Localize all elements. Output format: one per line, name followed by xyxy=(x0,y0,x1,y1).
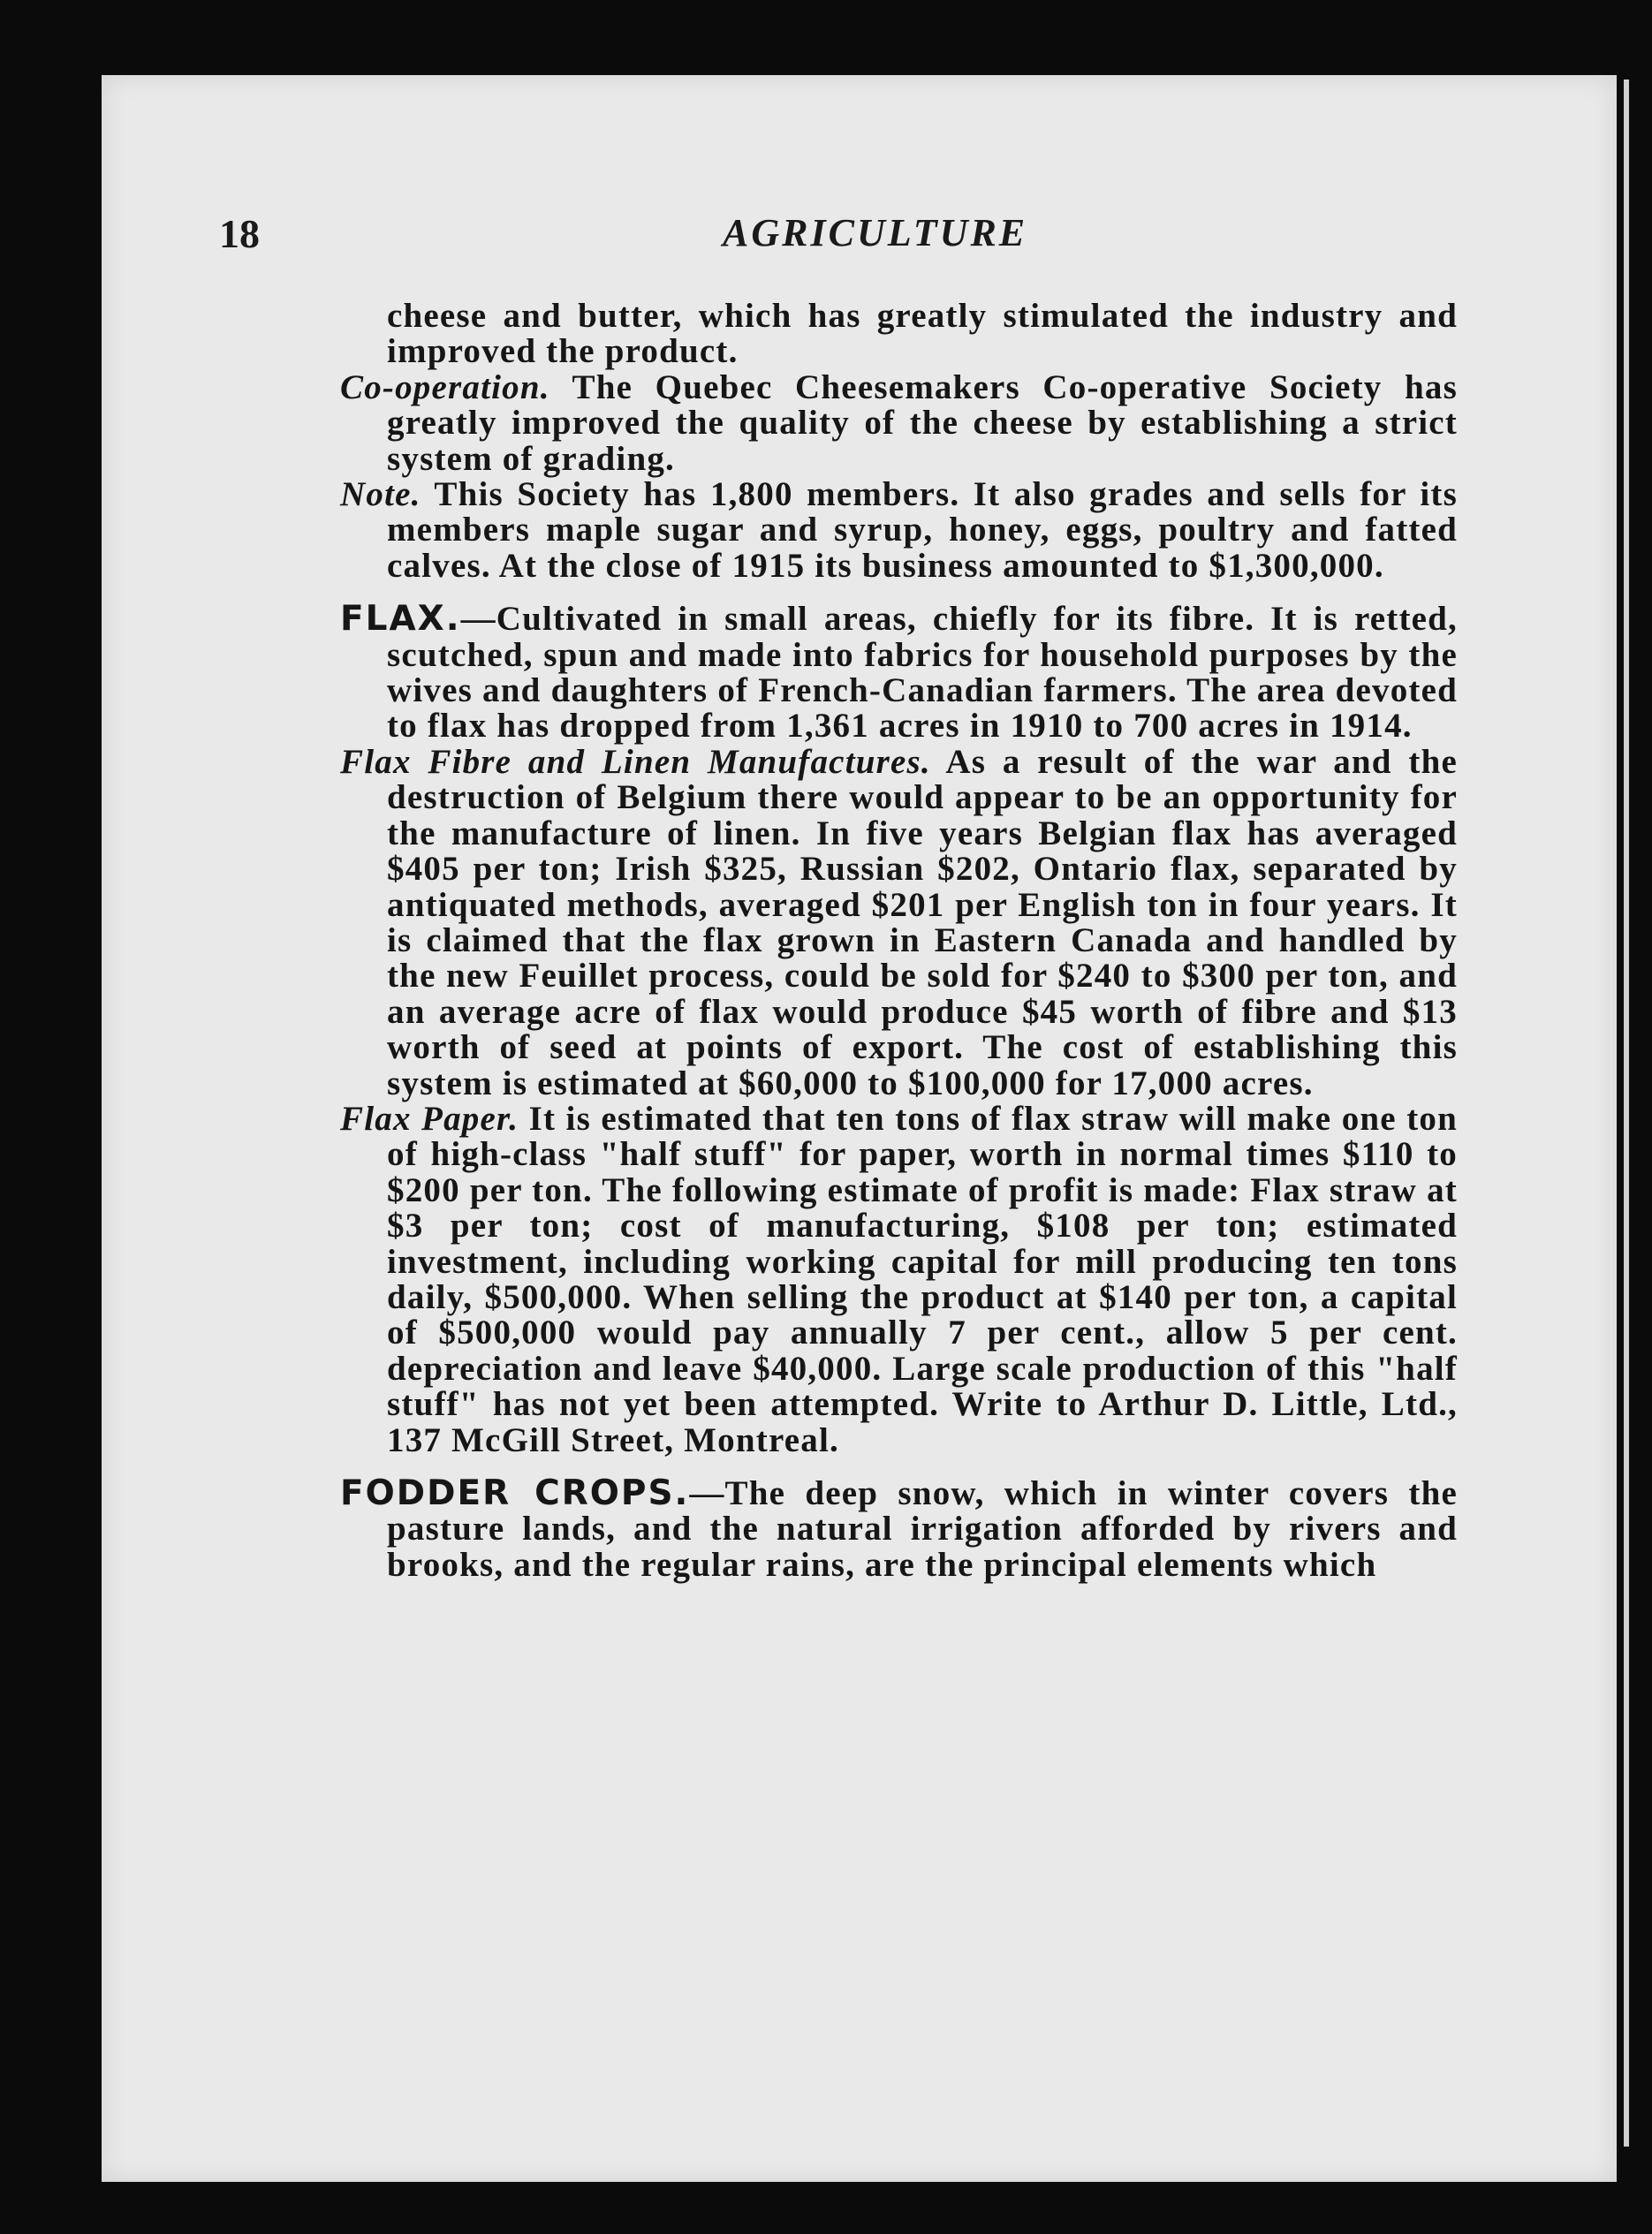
paragraph-flax-fibre xyxy=(340,742,1458,1102)
paragraph-text: —Cultivated in small areas, chiefly for its fibre. It is retted, scutched, spun and made into fabrics for household purposes by the wives and daughters of French-Canadian farmers. The area devoted to flax has dropped from 1,361 acres in 1910 to 700 acres in 1914. xyxy=(387,600,1458,746)
paragraph-note xyxy=(340,477,1458,584)
subheading-note: Note. xyxy=(340,475,421,514)
page-edge xyxy=(1624,80,1629,2147)
paragraph-text: This Society has 1,800 members. It also grades and sells for its members maple sugar and syrup, honey, eggs, poultry and fatted calves. At the close of 1915 its business amounted to $1,300,000. xyxy=(387,475,1458,585)
paragraph-flax-paper xyxy=(340,1099,1458,1459)
running-head: AGRICULTURE xyxy=(723,211,1028,254)
page-header xyxy=(219,210,1474,263)
paragraph-text: As a result of the war and the destruction of Belgium there would appear to be an opportunity for the manufacture of linen. In five years Belgian flax has averaged $405 per ton; Irish $325, Russian $202, Ontario flax, separated by antiquated methods, averaged $201 per English ton in four years. It is claimed that the flax grown in Eastern Canada and handled by the new Feuillet process, could be sold for $240 to $300 per ton, and an average acre of flax would produce $45 worth of fibre and $13 worth of seed at points of export. The cost of establishing this system is estimated at $60,000 to $100,000 for 17,000 acres. xyxy=(387,742,1458,1102)
paragraph-text: It is estimated that ten tons of flax straw will make one ton of high-class "half stuff" for paper, worth in normal times $110 to $200 per ton. The following estimate of profit is made: Flax straw at $3 per ton; cost of manufacturing, $108 per ton; estimated investment, including working capital for mill producing ten tons daily, $500,000. When selling the product at $140 per ton, a capital of $500,000 would pay annually 7 per cent., allow 5 per cent. depreciation and leave $40,000. Large scale production of this "half stuff" has not yet been attempted. Write to Arthur D. Little, Ltd., 137 McGill Street, Montreal. xyxy=(387,1099,1458,1459)
section-heading-fodder-crops: FODDER CROPS. xyxy=(340,1473,690,1513)
paragraph-fodder-crops xyxy=(340,1473,1458,1584)
paragraph-flax xyxy=(340,599,1458,746)
subheading-flax-fibre: Flax Fibre and Linen Manufactures. xyxy=(340,742,931,781)
page-body xyxy=(340,299,1458,1583)
subheading-flax-paper: Flax Paper. xyxy=(340,1099,519,1138)
subheading-co-operation: Co-operation. xyxy=(340,367,550,406)
paragraph-text: —The deep snow, which in winter covers the pasture lands, and the natural irrigation afforded by rivers and brooks, and the regular rains, are the principal elements which xyxy=(387,1474,1458,1584)
paragraph-co-operation xyxy=(340,367,1458,478)
paragraph-text: The Quebec Cheesemakers Co-operative Society has greatly improved the quality of the cheese by establishing a strict system of grading. xyxy=(387,367,1458,478)
paragraph-text: cheese and butter, which has greatly stimulated the industry and improved the product. xyxy=(387,297,1458,371)
section-heading-flax: FLAX. xyxy=(340,599,461,640)
page-number: 18 xyxy=(219,211,260,256)
paragraph-cheese-continuation xyxy=(340,299,1458,370)
